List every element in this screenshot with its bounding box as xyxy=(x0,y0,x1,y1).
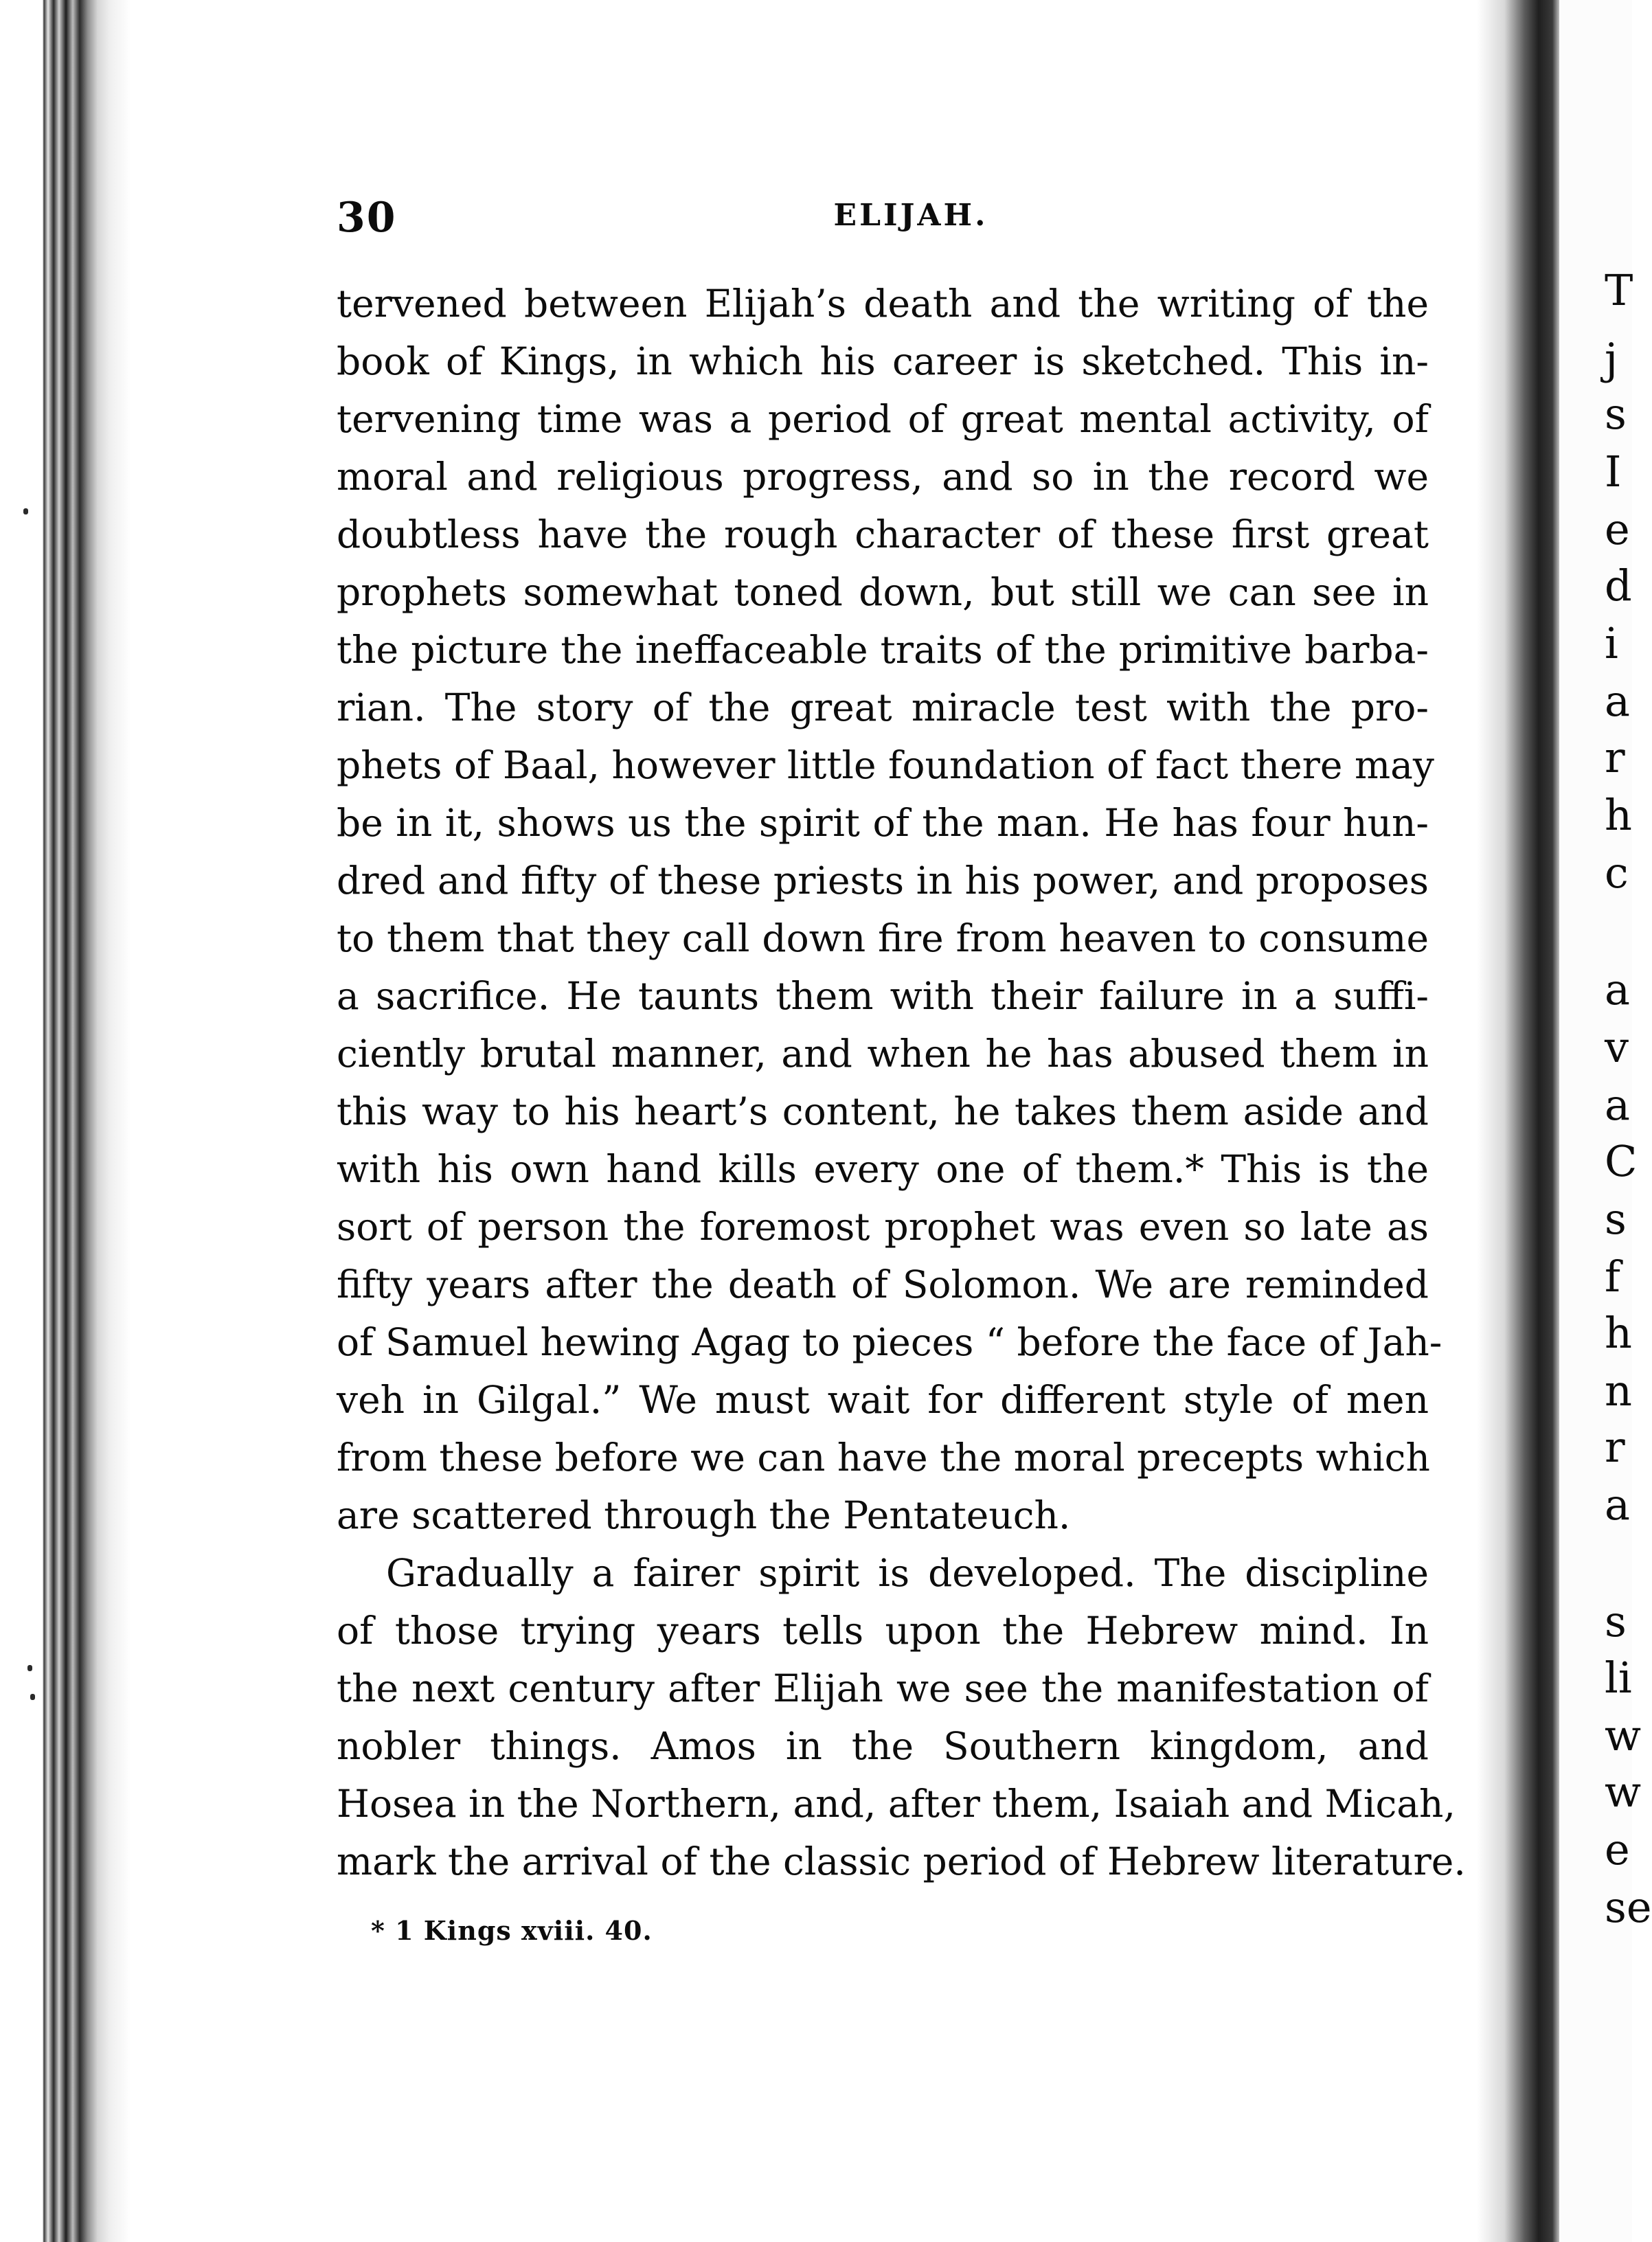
adjacent-page-fragment: s xyxy=(1605,1194,1627,1244)
adjacent-page-fragment: r xyxy=(1605,1422,1625,1472)
adjacent-page-fragment: e xyxy=(1605,1824,1630,1875)
adjacent-page-fragment: a xyxy=(1605,676,1630,726)
text-line: dred and fifty of these priests in his power, and proposes xyxy=(337,859,1429,903)
text-line: be in it, shows us the spirit of the man. He has four hun- xyxy=(337,801,1429,845)
footnote: * 1 Kings xviii. 40. xyxy=(371,1915,653,1946)
page-number: 30 xyxy=(337,194,397,242)
adjacent-page-fragment: w xyxy=(1605,1710,1642,1760)
text-line: from these before we can have the moral precepts which xyxy=(337,1436,1430,1480)
text-line: tervened between Elijah’s death and the writing of the xyxy=(337,282,1429,326)
adjacent-page-fragment: f xyxy=(1605,1252,1620,1302)
text-line: tervening time was a period of great mental activity, of xyxy=(337,397,1429,441)
adjacent-page-fragment: w xyxy=(1605,1767,1642,1817)
adjacent-page-fragment: v xyxy=(1605,1022,1629,1072)
text-line: sort of person the foremost prophet was even so late as xyxy=(337,1205,1429,1249)
adjacent-page-fragment: c xyxy=(1605,848,1629,898)
text-line: the next century after Elijah we see the manifestation of xyxy=(337,1666,1429,1710)
spine-shadow xyxy=(1477,0,1559,2242)
adjacent-page-fragment: li xyxy=(1605,1653,1632,1703)
adjacent-page-fragment: a xyxy=(1605,964,1630,1015)
text-line: of those trying years tells upon the Hebrew mind. In xyxy=(337,1609,1429,1653)
scan-speck xyxy=(23,508,28,514)
text-line: book of Kings, in which his career is sketched. This in- xyxy=(337,339,1429,383)
text-line: to them that they call down fire from heaven to consume xyxy=(337,916,1429,960)
text-line: phets of Baal, however little foundation of fact there may xyxy=(337,743,1434,787)
adjacent-page-fragment: j xyxy=(1605,334,1618,384)
text-line: veh in Gilgal.” We must wait for different style of men xyxy=(337,1378,1429,1422)
running-head: ELIJAH. xyxy=(833,198,988,233)
adjacent-page-fragment: d xyxy=(1605,560,1632,611)
text-line: Hosea in the Northern, and, after them, Isaiah and Micah, xyxy=(337,1782,1456,1826)
text-line: a sacrifice. He taunts them with their failure in a suffi- xyxy=(337,974,1429,1018)
text-line: moral and religious progress, and so in the record we xyxy=(337,455,1429,499)
text-line: mark the arrival of the classic period of Hebrew literature. xyxy=(337,1839,1466,1883)
book-gutter xyxy=(0,0,137,2242)
text-line: the picture the ineffaceable traits of the primitive barba- xyxy=(337,628,1429,672)
text-line: rian. The story of the great miracle test with the pro- xyxy=(337,686,1429,729)
adjacent-page-fragment: r xyxy=(1605,732,1625,782)
adjacent-page-fragment: se xyxy=(1605,1882,1652,1932)
text-line: doubtless have the rough character of these first great xyxy=(337,512,1429,556)
text-line: nobler things. Amos in the Southern kingdom, and xyxy=(337,1724,1429,1768)
adjacent-page-fragment: h xyxy=(1605,790,1632,840)
text-line: prophets somewhat toned down, but still we can see in xyxy=(337,570,1429,614)
adjacent-page-fragment: i xyxy=(1605,618,1618,668)
adjacent-page-fragment: h xyxy=(1605,1308,1632,1358)
text-line: this way to his heart’s content, he takes them aside and xyxy=(337,1089,1429,1133)
scan-speck xyxy=(30,1694,35,1700)
adjacent-page-edge xyxy=(1559,0,1652,2242)
scan-speck xyxy=(27,1665,32,1671)
paragraph-start-line: Gradually a fairer spirit is developed. The discipline xyxy=(386,1551,1429,1595)
body-text xyxy=(337,275,1466,1890)
adjacent-page-fragment: a xyxy=(1605,1080,1630,1130)
adjacent-page-fragment: C xyxy=(1605,1136,1638,1186)
text-line: fifty years after the death of Solomon. We are reminded xyxy=(337,1262,1429,1306)
adjacent-page-fragment: T xyxy=(1605,265,1633,315)
adjacent-page-fragment: a xyxy=(1605,1480,1630,1530)
text-line: are scattered through the Pentateuch. xyxy=(337,1493,1071,1537)
adjacent-page-fragment: s xyxy=(1605,389,1627,439)
adjacent-page-fragment: I xyxy=(1605,446,1622,497)
text-line: of Samuel hewing Agag to pieces “ before the face of Jah- xyxy=(337,1320,1442,1364)
page-header xyxy=(337,194,1423,249)
adjacent-page-fragment: n xyxy=(1605,1366,1632,1416)
text-line: ciently brutal manner, and when he has abused them in xyxy=(337,1032,1429,1076)
adjacent-page-fragment: e xyxy=(1605,504,1630,554)
adjacent-page-fragment: s xyxy=(1605,1596,1627,1646)
text-line: with his own hand kills every one of them.* This is the xyxy=(337,1147,1429,1191)
